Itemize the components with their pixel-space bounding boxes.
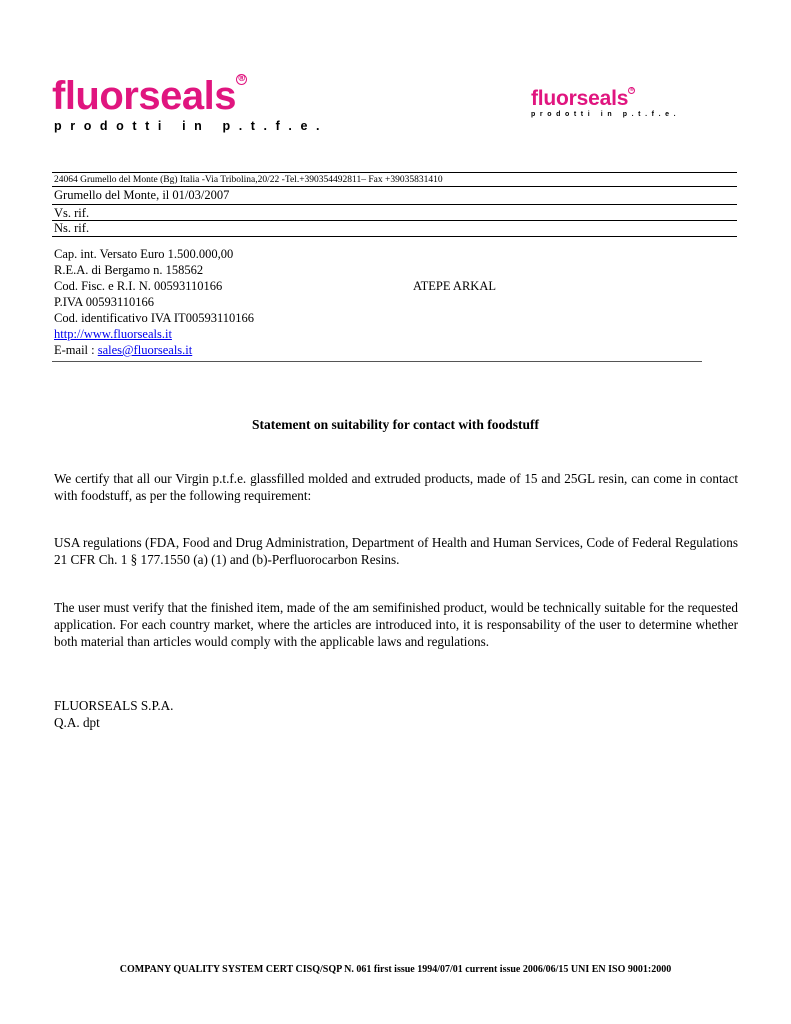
rule-vs [52, 220, 737, 221]
rule-info [52, 361, 702, 362]
company-logo-large [52, 76, 328, 133]
logo-tagline: prodotti in p.t.f.e. [54, 119, 329, 133]
paragraph-user-responsibility: The user must verify that the finished item, made of the am semifinished product, would be technically suitable for the requested application. For each country market, where the articles are introduced into, it is responsability of the user to determine whether both material than articles would comply with the applicable laws and regulations. [54, 600, 738, 649]
capital-line: Cap. int. Versato Euro 1.500.000,00 [54, 247, 234, 261]
email-link[interactable]: sales@fluorseals.it [97, 343, 193, 357]
rule-date [52, 204, 737, 205]
cod-fisc-line: Cod. Fisc. e R.I. N. 00593110166 [54, 279, 223, 293]
rule-ns [52, 236, 737, 237]
signature-block [54, 697, 173, 731]
rule-top [52, 172, 737, 173]
logo-wordmark: fluorseals [52, 74, 236, 118]
paragraph-regulations: USA regulations (FDA, Food and Drug Administration, Department of Health and Human Services, Code of Federal Regulations 21 CFR Ch. 1 § 177.1550 (a) (1) and (b)-Perfluorocarbon Resins. [54, 535, 738, 567]
website-link[interactable]: http://www.fluorseals.it [54, 327, 172, 341]
signature-company: FLUORSEALS S.P.A. [54, 698, 174, 713]
paragraph-certification: We certify that all our Virgin p.t.f.e. glassfilled molded and extruded products, made of 15 and 25GL resin, can come in contact with foodstuff, as per the following requirement: [54, 471, 738, 503]
address-line: 24064 Grumello del Monte (Bg) Italia -Via Tribolina,20/22 -Tel.+390354492811– Fax +39035831410 [54, 175, 443, 185]
email-label: E-mail : [54, 343, 98, 357]
logo-tagline-small: prodotti in p.t.f.e. [531, 111, 681, 118]
place-date: Grumello del Monte, il 01/03/2007 [54, 188, 230, 202]
vs-rif: Vs. rif. [54, 206, 90, 220]
registered-mark: ® [237, 74, 246, 84]
rea-line: R.E.A. di Bergamo n. 158562 [54, 263, 204, 277]
logo-wordmark-small: fluorseals [531, 87, 629, 110]
recipient-name: ATEPE ARKAL [413, 279, 496, 293]
footer-certification: COMPANY QUALITY SYSTEM CERT CISQ/SQP N. 061 first issue 1994/07/01 current issue 2006/06/15 UNI EN ISO 9001:2000 [119, 964, 672, 975]
ns-rif: Ns. rif. [54, 221, 90, 235]
company-logo-small [531, 88, 680, 118]
registered-mark-small: ® [629, 87, 635, 93]
company-info [54, 246, 254, 358]
cod-iva-line: Cod. identificativo IVA IT00593110166 [54, 311, 254, 325]
signature-dept: Q.A. dpt [54, 715, 100, 730]
document-title: Statement on suitability for contact with foodstuff [252, 417, 539, 432]
piva-line: P.IVA 00593110166 [54, 295, 155, 309]
